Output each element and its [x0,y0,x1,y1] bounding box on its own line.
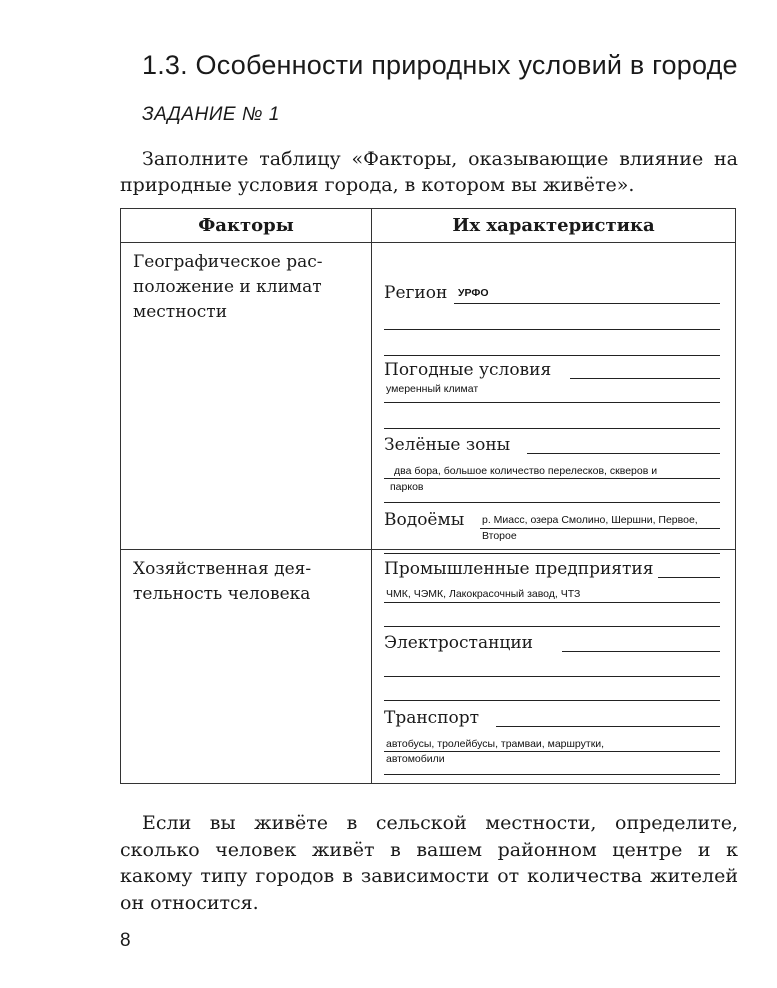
label-power-plants: Электростанции [384,633,537,653]
answer-line [384,355,720,356]
answer-line [384,402,720,403]
answer-line [384,751,720,752]
factor-human-activity: Хозяйственная дея- тельность человека [133,559,312,604]
answer-line [454,303,720,304]
answer-region[interactable]: УРФО [458,287,489,299]
factor-geography: Географическое рас- положение и климат местности [133,252,323,322]
answer-line [384,478,720,479]
answer-line [384,676,720,677]
answer-line [570,378,720,379]
answer-line [496,726,720,727]
answer-industry[interactable]: ЧМК, ЧЭМК, Лакокрасочный завод, ЧТЗ [386,588,581,600]
answer-line [384,602,720,603]
answer-line [562,651,720,652]
page-number: 8 [120,930,131,951]
answer-weather[interactable]: умеренный климат [386,383,479,395]
factor-cell [121,550,372,784]
answer-green-zones-2[interactable]: парков [390,481,424,493]
label-transport: Транспорт [384,708,483,728]
section-title: 1.3. Особенности природных условий в городе [142,50,738,80]
answer-line [384,774,720,775]
factors-table [120,208,736,784]
table-row [121,550,736,784]
answer-line [384,329,720,330]
answer-line [384,428,720,429]
label-weather: Погодные условия [384,360,555,380]
header-factors: Факторы [121,209,372,243]
answer-transport[interactable]: автобусы, тролейбусы, трамваи, маршрутки, [386,738,605,750]
task-instruction: Заполните таблицу «Факторы, оказывающие влияние на природные условия города, в котором вы живёте». [120,148,738,196]
task-label: ЗАДАНИЕ № 1 [142,104,280,125]
answer-line [384,626,720,627]
label-green-zones: Зелёные зоны [384,435,514,455]
header-characteristics: Их характеристика [372,209,736,243]
answer-line [527,453,720,454]
answer-line [688,577,720,578]
characteristics-cell [372,243,736,550]
answer-water-bodies[interactable]: р. Миасс, озера Смолино, Шершни, Первое, [482,514,698,526]
answer-water-bodies-2[interactable]: Второе [482,530,517,542]
answer-transport-2[interactable]: автомобили [386,753,445,765]
answer-line [384,502,720,503]
answer-line [480,528,720,529]
label-water-bodies: Водоёмы [384,510,468,530]
label-region: Регион [384,283,451,303]
factor-cell [121,243,372,550]
table-row [121,243,736,550]
answer-line [384,700,720,701]
characteristics-cell [372,550,736,784]
rural-task-text: Если вы живёте в сельской местности, определите, сколько человек живёт в вашем районном центре и к какому типу городов в зависимости от количества жителей он относится. [120,812,738,914]
label-industry: Промышленные предприятия [384,559,658,579]
table-header-row [121,209,736,243]
answer-green-zones[interactable]: два бора, большое количество перелесков, скверов и [394,465,658,477]
